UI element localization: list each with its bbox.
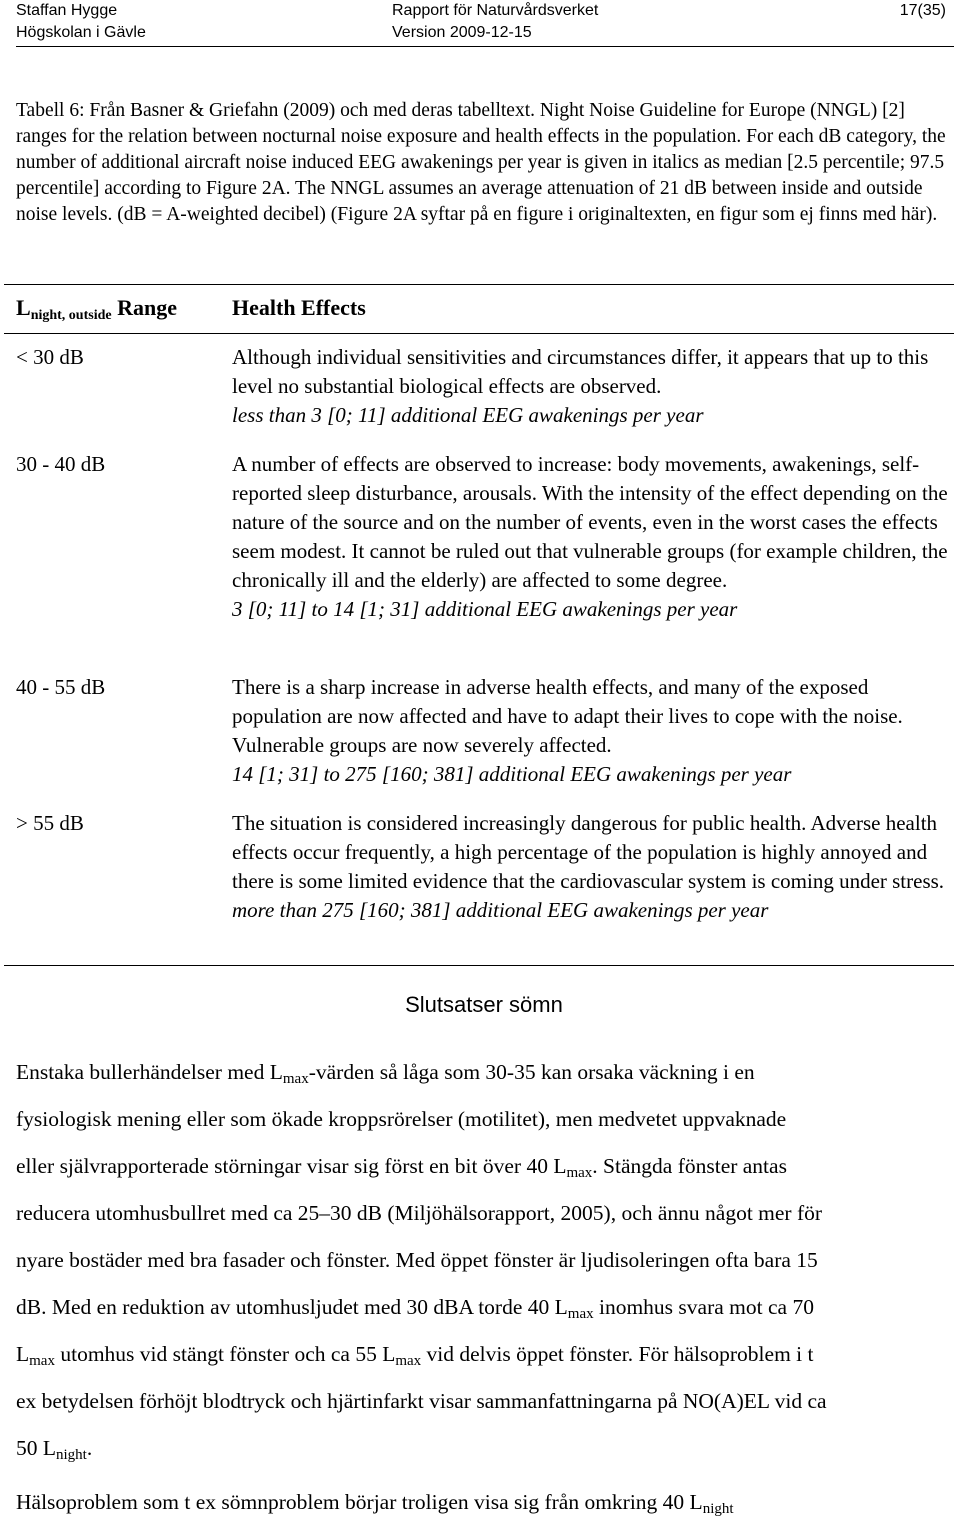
subscript: max [567, 1306, 594, 1322]
table-bottom-rule [4, 965, 954, 966]
table-row-effects [232, 673, 954, 789]
subscript: max [566, 1165, 593, 1181]
text-run: . Stängda fönster antas [592, 1154, 787, 1178]
subscript: max [282, 1071, 309, 1087]
table-row-range: 30 - 40 dB [16, 452, 106, 476]
column-header-health-effects: Health Effects [232, 295, 366, 320]
text-run: inomhus svara mot ca 70 [593, 1295, 814, 1319]
table-header-rule [4, 333, 954, 334]
header-divider [16, 46, 954, 47]
health-effects-text: Although individual sensitivities and circumstances differ, it appears that up to this level no substantial biological effects are observed. [232, 345, 929, 398]
table-row-effects [232, 343, 954, 430]
text-run: -värden så låga som 30-35 kan orsaka väckning i en [308, 1060, 755, 1084]
paragraph-line [16, 1425, 956, 1472]
column-header-range [16, 293, 177, 323]
text-run: utomhus vid stängt fönster och ca 55 L [54, 1342, 396, 1366]
column-header-range-label: Range [111, 295, 177, 320]
eeg-awakenings-text: more than 275 [160; 381] additional EEG awakenings per year [232, 898, 769, 922]
table-row-effects [232, 809, 954, 925]
header-version: Version 2009-12-15 [392, 24, 532, 41]
table-row-range: < 30 dB [16, 345, 84, 369]
header-institution: Högskolan i Gävle [16, 24, 146, 41]
eeg-awakenings-text: 3 [0; 11] to 14 [1; 31] additional EEG awakenings per year [232, 597, 738, 621]
text-run: dB. Med en reduktion av utomhusljudet med 30 dBA torde 40 L [16, 1295, 568, 1319]
paragraph-line: ex betydelsen förhöjt blodtryck och hjärtinfarkt visar sammanfattningarna på NO(A)EL vid ca [16, 1389, 827, 1413]
text-run: 50 L [16, 1436, 57, 1460]
table-row-effects [232, 450, 954, 624]
text-run: Enstaka bullerhändelser med L [16, 1060, 283, 1084]
body-paragraph [16, 1049, 956, 1472]
subscript: night [702, 1501, 734, 1517]
column-header-subscript: night, outside [30, 308, 112, 323]
page-header-center [392, 0, 662, 44]
header-author: Staffan Hygge [16, 2, 118, 19]
header-page-number: 17(35) [899, 2, 946, 19]
eeg-awakenings-text: less than 3 [0; 11] additional EEG awakenings per year [232, 403, 704, 427]
health-effects-text: A number of effects are observed to increase: body movements, awakenings, self-reported sleep disturbance, arousals. With the intensity of the effect depending on the nature of the source and on the number of events, even in the worst cases the effects seem modest. It cannot be ruled out that vulnerable groups (for example children, the chronically ill and the elderly) are affected to some degree. [232, 452, 948, 592]
subscript: night [56, 1447, 87, 1463]
table-caption: Tabell 6: Från Basner & Griefahn (2009) och med deras tabelltext. Night Noise Guideline for Europe (NNGL) [2] ranges for the relation between nocturnal noise exposure and health effects in the population. For each dB category, the number of additional aircraft noise induced EEG awakenings per year is given in italics as median [2.5 percentile; 97.5 percentile] according to Figure 2A. The NNGL assumes an average attenuation of 21 dB between inside and outside noise levels. (dB = A-weighted decibel) (Figure 2A syftar på en figure i originaltexten, en figur som ej finns med här). [16, 100, 946, 225]
paragraph-line: fysiologisk mening eller som ökade kroppsrörelser (motilitet), men medvetet uppvaknade [16, 1107, 787, 1131]
subscript: max [29, 1353, 55, 1369]
paragraph-line: reducera utomhusbullret med ca 25–30 dB (Miljöhälsorapport, 2005), och ännu något mer för [16, 1201, 823, 1225]
subscript: max [395, 1353, 422, 1369]
text-run: eller självrapporterade störningar visar sig först en bit över 40 L [16, 1154, 567, 1178]
page-header-left [16, 0, 146, 44]
paragraph-line [16, 1143, 956, 1190]
body-paragraph-2 [16, 1487, 956, 1517]
table-row-range: > 55 dB [16, 811, 84, 835]
section-heading: Slutsatser sömn [405, 992, 563, 1017]
column-header-l: L [16, 295, 31, 320]
health-effects-text: There is a sharp increase in adverse health effects, and many of the exposed population are now affected and have to adapt their lives to cope with the noise. Vulnerable groups are now severely affected. [232, 675, 903, 757]
paragraph-line [16, 1284, 956, 1331]
page-header-right [900, 0, 946, 22]
table-top-rule [4, 284, 954, 285]
text-run: Hälsoproblem som t ex sömnproblem börjar troligen visa sig från omkring 40 L [16, 1490, 703, 1514]
health-effects-text: The situation is considered increasingly dangerous for public health. Adverse health effects occur frequently, a high percentage of the population is highly annoyed and there is some limited evidence that the cardiovascular system is coming under stress. [232, 811, 945, 893]
text-run: vid delvis öppet fönster. För hälsoproblem i t [421, 1342, 814, 1366]
text-run: . [86, 1436, 93, 1460]
text-run: L [16, 1342, 30, 1366]
paragraph-line [16, 1049, 956, 1096]
paragraph-line [16, 1331, 956, 1378]
table-row-range: 40 - 55 dB [16, 675, 106, 699]
paragraph-line: nyare bostäder med bra fasader och fönster. Med öppet fönster är ljudisoleringen ofta bara 15 [16, 1248, 818, 1272]
header-report: Rapport för Naturvårdsverket [392, 2, 599, 19]
eeg-awakenings-text: 14 [1; 31] to 275 [160; 381] additional EEG awakenings per year [232, 762, 792, 786]
